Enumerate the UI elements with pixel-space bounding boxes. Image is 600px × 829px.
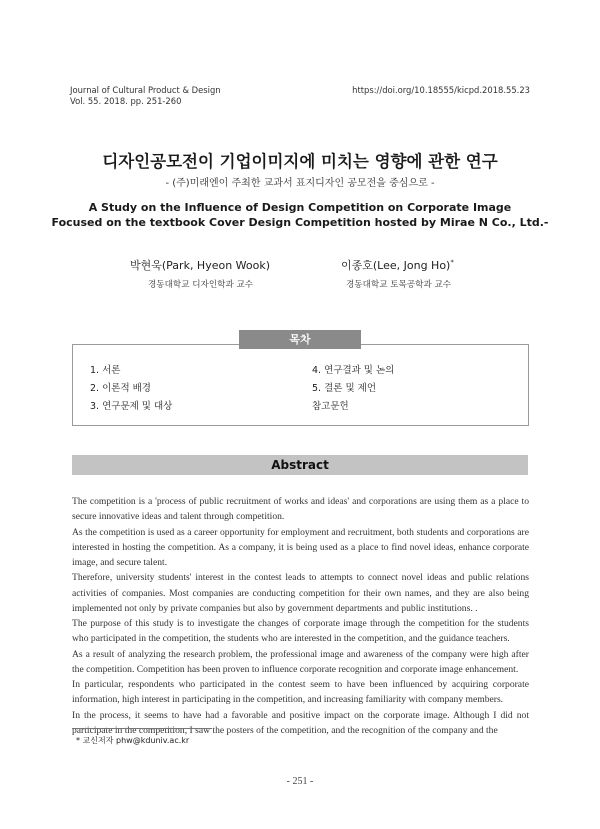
paper-subtitle-korean: - (주)미래엔이 주최한 교과서 표지디자인 공모전을 중심으로 -	[165, 178, 435, 189]
abstract-paragraph: The competition is a 'process of public recruitment of works and ideas' and corporations are using them as a place to secure innovative ideas and talent through competition.	[72, 496, 529, 523]
abstract-paragraph: The purpose of this study is to investigate the changes of corporate image through the competition for the students who participated in the competition, the students who are interested in the competition, and the guidance teachers.	[72, 618, 529, 645]
toc-item: 5. 결론 및 제언	[312, 383, 377, 394]
journal-header	[70, 85, 221, 107]
paper-title-korean: 디자인공모전이 기업이미지에 미치는 영향에 관한 연구	[102, 152, 498, 171]
toc-item: 3. 연구문제 및 대상	[90, 401, 173, 412]
author-affiliation-1: 경동대학교 디자인학과 교수	[148, 280, 254, 290]
footnote: * 교신저자 phw@kduniv.ac.kr	[76, 736, 190, 745]
author-name-1: 박현욱(Park, Hyeon Wook)	[130, 259, 271, 272]
doi-link[interactable]: https://doi.org/10.18555/kicpd.2018.55.23	[352, 85, 530, 95]
english-title-line-1: A Study on the Influence of Design Competition on Corporate Image	[88, 201, 512, 214]
toc-item: 1. 서론	[90, 365, 121, 376]
author-affiliation-2: 경동대학교 토목공학과 교수	[346, 280, 452, 290]
author-name-2	[341, 257, 454, 273]
abstract-paragraph: In the process, it seems to have had a favorable and positive impact on the corporate image. Although I did not participate in the competition, I saw the posters of the competition, and the recognition of the company and the	[72, 709, 529, 736]
english-title-line-2: Focused on the textbook Cover Design Competition hosted by Mirae N Co., Ltd.-	[51, 216, 549, 229]
abstract-paragraph: As a result of analyzing the research problem, the professional image and awareness of the company were high after the competition. Competition has been proven to influence corporate recognition and corporate image enhancement.	[72, 648, 529, 675]
toc-heading: 목차	[239, 330, 361, 349]
paper-title-english	[0, 200, 600, 230]
abstract-heading: Abstract	[72, 455, 528, 475]
abstract-paragraph: In particular, respondents who participated in the contest seem to have been influenced by acquiring corporate information, high interest in participating in the competition, and increasing familiarity with company members.	[72, 679, 529, 706]
page-number: - 251 -	[286, 776, 314, 787]
abstract-paragraph: Therefore, university students' interest in the contest leads to attempts to connect novel ideas and public relations activities of companies. Most companies are conducting competition for their own names, and they are also being implemented not only by private companies but also by government departments and public institutions. .	[72, 572, 529, 614]
toc-item: 2. 이론적 배경	[90, 383, 151, 394]
journal-volume: Vol. 55. 2018. pp. 251-260	[70, 96, 182, 106]
footnote-divider	[72, 728, 212, 729]
toc-item: 참고문헌	[312, 401, 349, 412]
author-name-2-text: 이종호(Lee, Jong Ho)	[341, 259, 451, 272]
journal-name: Journal of Cultural Product & Design	[70, 85, 221, 95]
corresponding-author-mark: *	[450, 258, 454, 267]
toc-item: 4. 연구결과 및 논의	[312, 365, 395, 376]
abstract-paragraph: As the competition is used as a career opportunity for employment and recruitment, both students and corporations are interested in hosting the competition. As a company, it is being used as a place to find novel ideas, enhance corporate image, and secure talent.	[72, 526, 529, 568]
abstract-body	[72, 494, 529, 738]
